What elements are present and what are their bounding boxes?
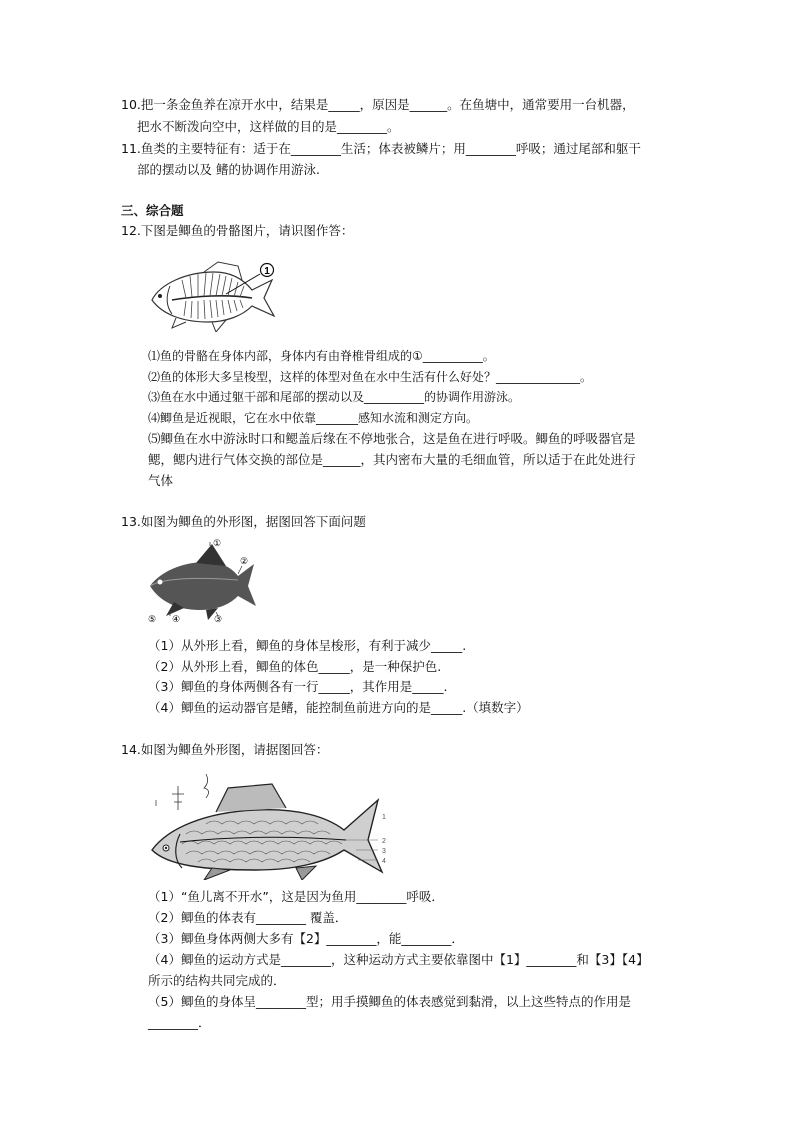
fish-drawing-figure — [146, 770, 392, 880]
q12-part-5-line-2: 鳃，鳃内进行气体交换的部位是______，其内密布大量的毛细血管，所以适于在此处进行 — [148, 452, 636, 467]
q13-part-3: （3）鲫鱼的身体两侧各有一行_____，其作用是_____. — [148, 679, 448, 694]
q10-line-2: 把水不断泼向空中，这样做的目的是________。 — [137, 119, 400, 134]
q14-part-5-line-2: ________． — [148, 1015, 211, 1030]
q13-part-4: （4）鲫鱼的运动器官是鳍，能控制鱼前进方向的是_____.（填数字） — [148, 700, 529, 715]
q11-line-2: 部的摆动以及 鳍的协调作用游泳. — [137, 162, 320, 177]
exterior-label-2: ② — [240, 556, 249, 566]
q14-stem: 14.如图为鲫鱼外形图，请据图回答： — [121, 742, 329, 757]
q14-part-3: （3）鲫鱼身体两侧大多有【2】________，能________． — [148, 931, 464, 946]
section-title: 三、综合题 — [121, 203, 184, 218]
q13-part-1: （1）从外形上看，鲫鱼的身体呈梭形，有利于减少_____. — [148, 638, 467, 653]
exterior-label-4: ④ — [172, 614, 181, 624]
q12-part-1: ⑴鱼的骨骼在身体内部，身体内有由脊椎骨组成的①__________。 — [148, 349, 495, 363]
q12-part-3: ⑶鱼在水中通过躯干部和尾部的摆动以及__________的协调作用游泳。 — [148, 390, 521, 404]
fish-exterior-figure — [144, 536, 260, 628]
q12-part-4: ⑷鲫鱼是近视眼，它在水中依靠_______感知水流和测定方向。 — [148, 411, 479, 425]
q10-line-1: 10.把一条金鱼养在凉开水中，结果是_____，原因是______。在鱼塘中，通常要用一台机器， — [121, 97, 635, 112]
drawing-label-3: 3 — [382, 848, 386, 855]
exterior-label-3: ③ — [214, 614, 223, 624]
q12-part-5-line-1: ⑸鲫鱼在水中游泳时口和鳃盖后缘在不停地张合，这是鱼在进行呼吸。鲫鱼的呼吸器官是 — [148, 431, 636, 446]
q13-stem: 13.如图为鲫鱼的外形图，据图回答下面问题 — [121, 514, 366, 529]
skeleton-label-1: 1 — [264, 266, 270, 277]
exterior-label-5: ⑤ — [148, 614, 157, 624]
q14-part-5-line-1: （5）鲫鱼的身体呈________型；用手摸鲫鱼的体表感觉到黏滑，以上这些特点的作用是 — [148, 994, 631, 1009]
q12-part-2: ⑵鱼的体形大多呈梭型，这样的体型对鱼在水中生活有什么好处？______________。 — [148, 370, 593, 384]
drawing-label-4: 4 — [382, 858, 386, 865]
q14-part-4-line-2: 所示的结构共同完成的． — [148, 973, 286, 988]
q14-part-1: （1）“鱼儿离不开水”，这是因为鱼用________呼吸． — [148, 889, 444, 904]
drawing-label-1: 1 — [382, 814, 386, 821]
q12-stem: 12.下图是鲫鱼的骨骼图片，请识图作答： — [121, 223, 354, 238]
fish-skeleton-figure — [146, 256, 278, 332]
q14-part-2: （2）鲫鱼的体表有________ 覆盖． — [148, 910, 348, 925]
q14-part-4-line-1: （4）鲫鱼的运动方式是________，这种运动方式主要依靠图中【1】________和【3】【4】 — [148, 952, 649, 967]
drawing-label-2: 2 — [382, 838, 386, 845]
exterior-label-1: ① — [213, 538, 222, 548]
q12-part-5-line-3: 气体 — [148, 473, 174, 488]
q13-part-2: （2）从外形上看，鲫鱼的体色_____，是一种保护色. — [148, 659, 442, 674]
q11-line-1: 11.鱼类的主要特征有：适于在________生活；体表被鳞片；用________呼吸；通过尾部和躯干 — [121, 141, 641, 156]
